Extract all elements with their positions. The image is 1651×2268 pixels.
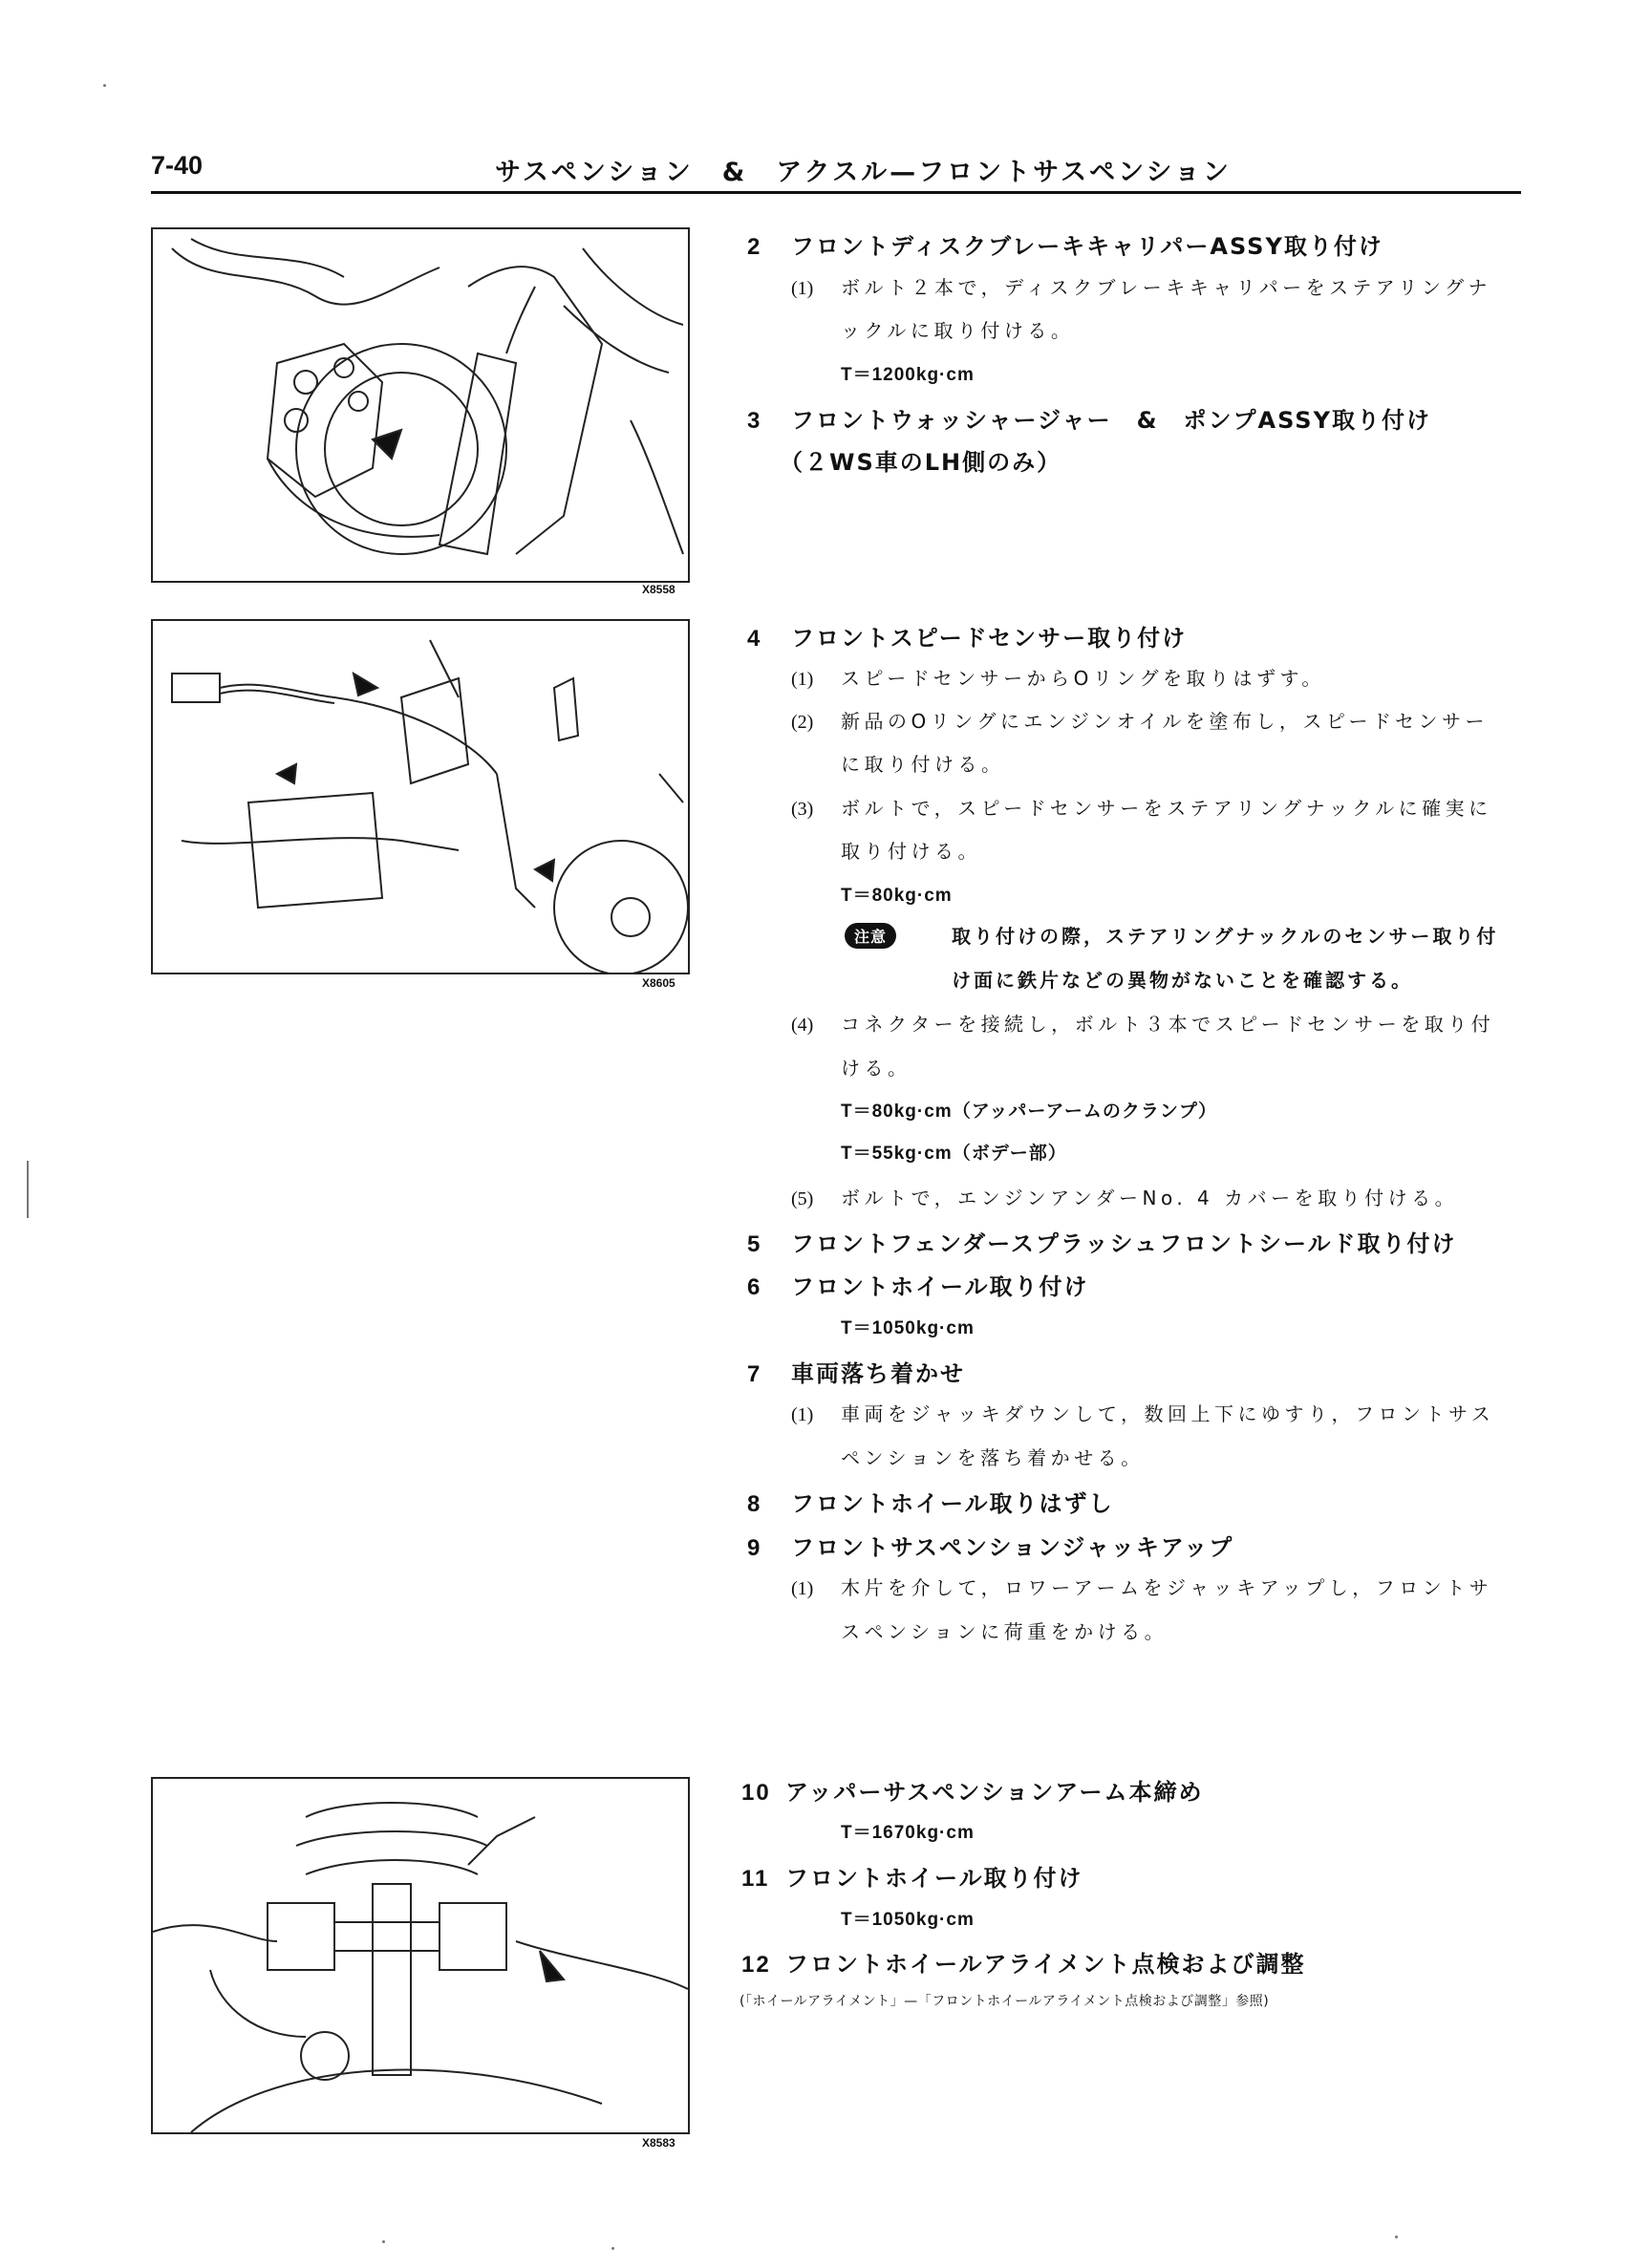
scan-speck (103, 84, 106, 87)
step-7-heading (747, 1355, 965, 1388)
substep-number: (1) (791, 278, 814, 299)
step-number: 10 (741, 1780, 771, 1806)
scan-speck (1395, 2236, 1398, 2238)
figure-brake-caliper (151, 227, 690, 583)
step-3-note: （２WS車のLH側のみ） (780, 449, 1062, 476)
torque-spec: T＝80kg·cm（アッパーアームのクランプ） (841, 1102, 1218, 1122)
step-9-1 (791, 1573, 1492, 1600)
page-header (151, 151, 1521, 191)
step-7-1 (791, 1399, 1494, 1426)
step-2-1-cont: ックルに取り付ける。 (841, 319, 1075, 342)
upper-arm-illustration (153, 1779, 688, 2132)
figure-code: X8583 (642, 2136, 675, 2150)
step-title: フロントホイール取りはずし (791, 1490, 1114, 1517)
step-3-heading (747, 401, 1431, 435)
page-number: 7-40 (151, 151, 204, 180)
step-number: 7 (747, 1361, 762, 1387)
step-4-1 (791, 663, 1325, 691)
scan-speck (611, 2247, 614, 2250)
step-number: 6 (747, 1274, 762, 1300)
step-title: 車両落ち着かせ (791, 1360, 965, 1387)
speed-sensor-illustration (153, 621, 688, 973)
step-title: フロントサスペンションジャッキアップ (791, 1534, 1234, 1561)
step-number: 11 (741, 1866, 770, 1892)
substep-number: (4) (791, 1015, 814, 1036)
torque-spec: T＝1050kg·cm (841, 1318, 975, 1338)
step-title: フロントホイール取り付け (785, 1865, 1083, 1892)
figure-speed-sensor (151, 619, 690, 974)
caution-badge: 注意 (845, 923, 896, 949)
caution-line-2: け面に鉄片などの異物がないことを確認する。 (952, 969, 1413, 992)
step-title: フロントウォッシャージャー & ポンプASSY取り付け (791, 407, 1431, 434)
step-title: フロントスピードセンサー取り付け (791, 625, 1188, 652)
figure-code: X8605 (642, 976, 675, 990)
step-title: フロントホイール取り付け (791, 1273, 1089, 1300)
step-number: 8 (747, 1491, 762, 1517)
substep-text: ボルトで，エンジンアンダーNo. 4 カバーを取り付ける。 (841, 1187, 1459, 1209)
substep-number: (1) (791, 669, 814, 690)
step-number: 3 (747, 408, 762, 434)
scan-speck (27, 1161, 29, 1218)
step-5-heading (747, 1225, 1456, 1258)
step-6-heading (747, 1268, 1089, 1301)
step-8-heading (747, 1485, 1114, 1518)
step-4-4 (791, 1009, 1494, 1037)
step-9-1-cont: スペンションに荷重をかける。 (841, 1620, 1169, 1643)
step-10-heading (741, 1773, 1204, 1807)
substep-text: コネクターを接続し，ボルト３本でスピードセンサーを取り付 (841, 1013, 1495, 1036)
step-11-heading (741, 1859, 1083, 1893)
header-rule (151, 191, 1521, 194)
substep-number: (1) (791, 1404, 814, 1425)
step-number: 2 (747, 234, 762, 260)
step-title: フロントホイールアライメント点検および調整 (785, 1951, 1306, 1978)
torque-spec: T＝80kg·cm (841, 886, 953, 906)
figure-code: X8558 (642, 583, 675, 596)
step-4-4-cont: ける。 (841, 1057, 911, 1080)
step-7-1-cont: ペンションを落ち着かせる。 (841, 1446, 1145, 1469)
step-4-heading (747, 619, 1187, 653)
step-4-5 (791, 1183, 1458, 1210)
step-9-heading (747, 1529, 1233, 1562)
brake-caliper-illustration (153, 229, 688, 581)
step-2-1 (791, 272, 1491, 300)
substep-text: スピードセンサーからOリングを取りはずす。 (841, 667, 1325, 690)
torque-spec: T＝1200kg·cm (841, 365, 975, 385)
step-title: アッパーサスペンションアーム本締め (785, 1779, 1204, 1806)
torque-spec: T＝1670kg·cm (841, 1823, 975, 1843)
step-number: 5 (747, 1231, 762, 1257)
torque-spec: T＝55kg·cm（ボデー部） (841, 1144, 1067, 1164)
step-number: 4 (747, 626, 762, 652)
substep-number: (5) (791, 1188, 814, 1209)
step-title: フロントディスクブレーキキャリパーASSY取り付け (791, 233, 1383, 260)
step-number: 9 (747, 1535, 762, 1561)
step-4-3-cont: 取り付ける。 (841, 840, 981, 863)
step-12-heading (741, 1945, 1306, 1979)
step-4-3 (791, 793, 1492, 821)
page-title: サスペンション & アクスル—フロントサスペンション (495, 158, 1232, 187)
substep-text: ボルトで，スピードセンサーをステアリングナックルに確実に (841, 797, 1492, 820)
step-2-heading (747, 227, 1383, 261)
substep-text: 車両をジャッキダウンして，数回上下にゆすり，フロントサス (841, 1402, 1495, 1425)
substep-number: (1) (791, 1578, 814, 1599)
figure-upper-arm (151, 1777, 690, 2134)
step-4-2 (791, 706, 1489, 734)
scan-speck (382, 2240, 385, 2243)
caution-line-1: 取り付けの際，ステアリングナックルのセンサー取り付 (952, 925, 1499, 948)
substep-text: ボルト２本で，ディスクブレーキキャリパーをステアリングナ (841, 276, 1491, 299)
substep-number: (3) (791, 799, 814, 820)
torque-spec: T＝1050kg·cm (841, 1910, 975, 1930)
step-number: 12 (741, 1952, 771, 1978)
substep-text: 新品のOリングにエンジンオイルを塗布し，スピードセンサー (841, 710, 1489, 733)
step-4-2-cont: に取り付ける。 (841, 753, 1005, 776)
cross-reference: (「ホイールアライメント」—「フロントホイールアライメント点検および調整」参照) (740, 1994, 1270, 2009)
step-title: フロントフェンダースプラッシュフロントシールド取り付け (791, 1230, 1457, 1257)
substep-number: (2) (791, 712, 814, 733)
substep-text: 木片を介して，ロワーアームをジャッキアップし，フロントサ (841, 1576, 1493, 1599)
